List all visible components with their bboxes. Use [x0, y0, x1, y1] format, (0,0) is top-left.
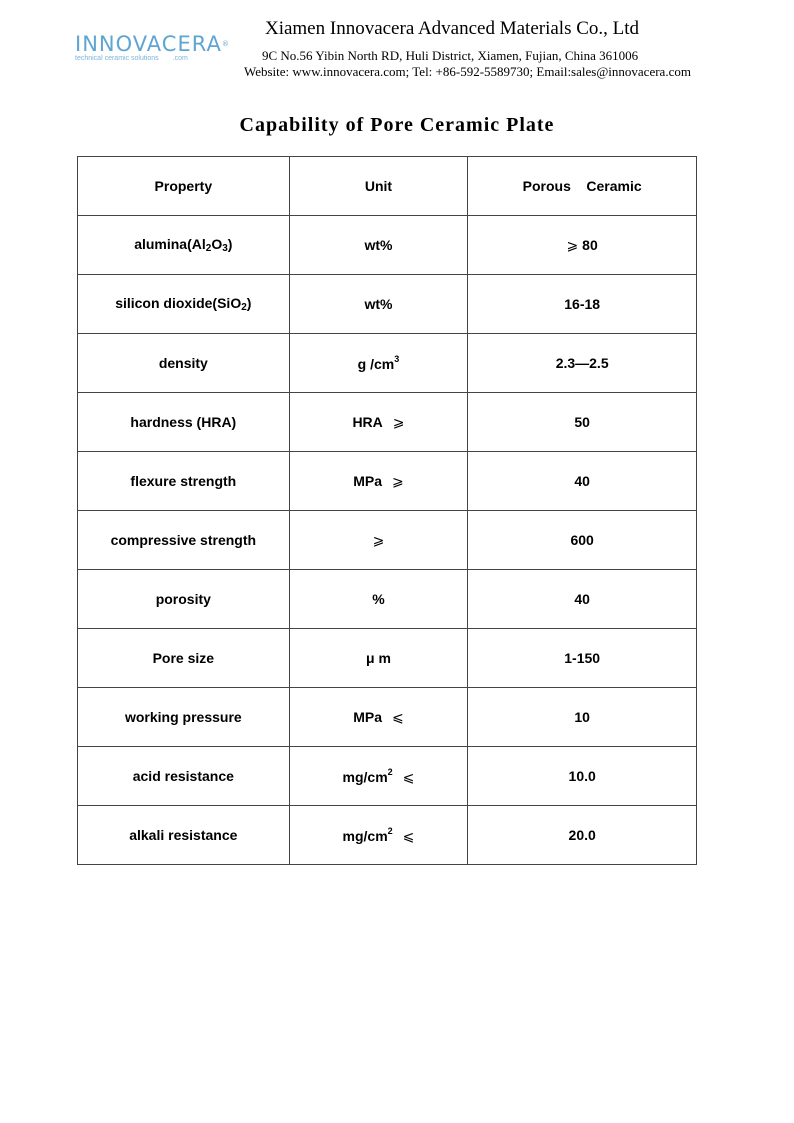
value-cell: 600: [468, 511, 697, 570]
property-cell: alkali resistance: [78, 806, 290, 865]
table-row: [78, 570, 697, 629]
value-cell: 10: [468, 688, 697, 747]
unit-cell: MPa ⩾: [289, 452, 468, 511]
unit-cell: $mg/cm^2$ ⩽: [289, 747, 468, 806]
value-cell: 50: [468, 393, 697, 452]
unit-cell: μ m: [289, 629, 468, 688]
specification-table: [77, 156, 697, 865]
table-row: [78, 216, 697, 275]
value-cell: 40: [468, 452, 697, 511]
page-title: Capability of Pore Ceramic Plate: [239, 114, 555, 136]
property-cell: compressive strength: [78, 511, 290, 570]
unit-cell: $mg/cm^2$ ⩽: [289, 806, 468, 865]
property-cell: hardness (HRA): [78, 393, 290, 452]
logo-wordmark: INNOVACERA®: [75, 32, 230, 56]
value-cell: 1-150: [468, 629, 697, 688]
company-address: 9C No.56 Yibin North RD, Huli District, Xiamen, Fujian, China 361006: [262, 48, 639, 63]
unit-cell: wt%: [289, 275, 468, 334]
table-row: [78, 688, 697, 747]
unit-cell: %: [289, 570, 468, 629]
value-cell: 40: [468, 570, 697, 629]
property-cell: flexure strength: [78, 452, 290, 511]
property-cell: acid resistance: [78, 747, 290, 806]
value-cell: ⩾ 80: [468, 216, 697, 275]
company-contact: Website: www.innovacera.com; Tel: +86-592-5589730; Email:sales@innovacera.com: [244, 64, 691, 79]
header-unit: Unit: [289, 157, 468, 216]
company-name: Xiamen Innovacera Advanced Materials Co., Ltd: [264, 18, 640, 39]
table-row: [78, 806, 697, 865]
property-cell: silicon dioxide(SiO$_2$): [78, 275, 290, 334]
unit-cell: ⩾: [289, 511, 468, 570]
table-row: [78, 511, 697, 570]
table-row: [78, 747, 697, 806]
table-header-row: [78, 157, 697, 216]
unit-cell: g $/cm^3$: [289, 334, 468, 393]
property-cell: $alumina(Al_2O_3)$: [78, 216, 290, 275]
value-cell: 20.0: [468, 806, 697, 865]
table-row: [78, 275, 697, 334]
header-value: Porous Ceramic: [468, 157, 697, 216]
unit-cell: MPa ⩽: [289, 688, 468, 747]
unit-cell: HRA ⩾: [289, 393, 468, 452]
property-cell: density: [78, 334, 290, 393]
value-cell: 2.3—2.5: [468, 334, 697, 393]
property-cell: Pore size: [78, 629, 290, 688]
unit-cell: wt%: [289, 216, 468, 275]
logo-tagline: technical ceramic solutions .com: [75, 55, 188, 62]
property-cell: porosity: [78, 570, 290, 629]
table-row: [78, 452, 697, 511]
property-cell: working pressure: [78, 688, 290, 747]
table-row: [78, 393, 697, 452]
table-row: [78, 629, 697, 688]
header-property: Property: [78, 157, 290, 216]
value-cell: 10.0: [468, 747, 697, 806]
value-cell: 16-18: [468, 275, 697, 334]
table-row: [78, 334, 697, 393]
